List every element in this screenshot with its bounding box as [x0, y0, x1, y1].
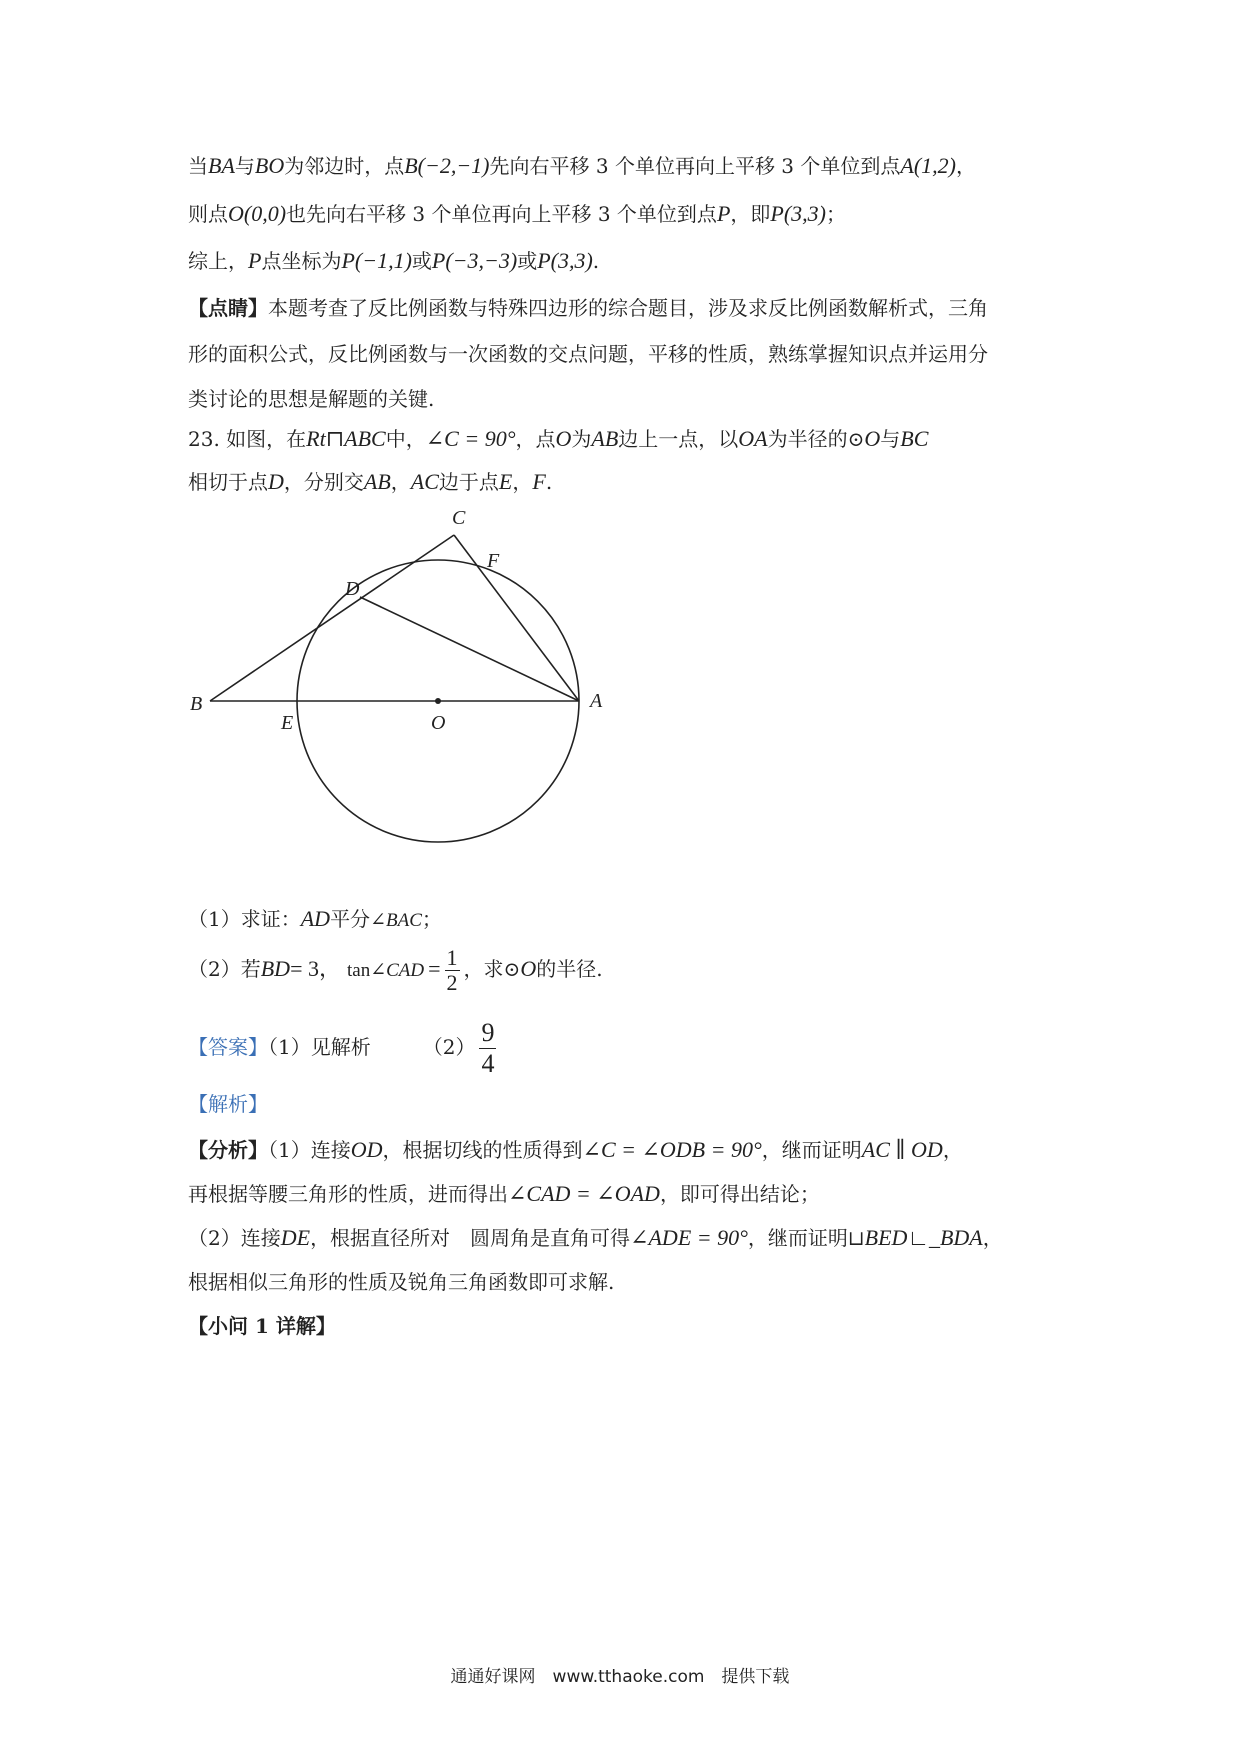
math: = 3， [290, 956, 341, 981]
math: D [268, 469, 284, 494]
text: 为 [571, 427, 592, 451]
math: OD [350, 1137, 383, 1162]
answer-line [188, 1013, 500, 1081]
math: P(3,3) [537, 248, 593, 273]
math: Rt [306, 426, 326, 451]
geometry-figure [180, 500, 620, 860]
analysis-tag: 【分析】 [188, 1138, 268, 1162]
denominator: 4 [481, 1049, 495, 1078]
text: 或 [411, 249, 432, 273]
analysis-line-1 [188, 1136, 963, 1164]
text: 当 [188, 154, 208, 178]
text: ，点 [515, 427, 556, 451]
math: P [716, 201, 731, 226]
label-b: B [190, 693, 203, 715]
math: DE [280, 1225, 311, 1250]
analysis-line-3 [188, 1224, 1003, 1252]
math: O [555, 426, 572, 451]
math: AD [300, 906, 331, 931]
math: OA [738, 426, 768, 451]
answer-tag: 【答案】 [188, 1035, 268, 1059]
text: 则点 [188, 202, 228, 226]
label-o: O [431, 712, 446, 734]
text: 类讨论的思想是解题的关键. [188, 387, 435, 411]
text: 【解析】 [188, 1092, 268, 1116]
text: 综上， [188, 249, 248, 273]
text: （1）见解析 [268, 1035, 371, 1059]
math: AB [363, 469, 391, 494]
segment-bc [210, 535, 454, 701]
math: tan∠ [346, 960, 387, 981]
text: ， [942, 1138, 963, 1162]
text: 再根据等腰三角形的性质，进而得出 [188, 1182, 508, 1206]
text: ，根据切线的性质得到 [382, 1138, 583, 1162]
text: 为半径的⊙ [767, 427, 865, 451]
math: ∠C = ∠ODB = 90° [582, 1137, 762, 1162]
text: ， [982, 1226, 1003, 1250]
text: 边上一点，以 [618, 427, 739, 451]
text: . [545, 470, 553, 494]
text: ，即可得出结论； [659, 1182, 820, 1206]
label-a: A [590, 690, 603, 712]
analysis-line-4 [188, 1268, 614, 1296]
math: ∠CAD = ∠OAD [508, 1181, 660, 1206]
math: AC ∥ OD [861, 1137, 943, 1162]
segment-da [360, 597, 579, 701]
segment-ca [454, 535, 579, 701]
label-f: F [487, 550, 500, 572]
dianjing-line-3 [188, 385, 434, 413]
math: F [532, 469, 546, 494]
text: （2） [422, 1035, 476, 1059]
math: P(−3,−3) [431, 248, 518, 273]
denominator: 2 [446, 970, 458, 995]
text: 与 [880, 427, 901, 451]
math: O [864, 426, 881, 451]
math: ∠C = 90° [425, 426, 516, 451]
text: 为邻边时，点 [284, 154, 405, 178]
triangle-symbol: ⊓ [325, 426, 345, 451]
text: 也先向右平移 3 个单位再向上平移 3 个单位到点 [286, 202, 717, 226]
text: 中， [385, 427, 426, 451]
text: ，继而证明⊔ [747, 1226, 865, 1250]
text: 相切于点 [188, 470, 268, 494]
math: P(−1,1) [341, 248, 412, 273]
math: BDA [939, 1225, 983, 1250]
math: AC [410, 469, 439, 494]
math: A(1,2) [900, 153, 956, 178]
center-point-o [435, 698, 441, 704]
math: BO [254, 153, 285, 178]
math: BD [260, 956, 291, 981]
text: 的半径. [536, 957, 603, 981]
text-line-3 [188, 247, 599, 275]
label-e: E [281, 712, 294, 734]
question-23-line-1 [188, 425, 928, 453]
math: = [428, 956, 441, 981]
text: . [592, 249, 600, 273]
text: 形的面积公式，反比例函数与一次函数的交点问题，平移的性质，熟练掌握知识点并运用分 [188, 342, 988, 366]
text: ，即 [730, 202, 771, 226]
similar-symbol: _ [928, 1225, 940, 1250]
similar-symbol: ∟ [907, 1225, 929, 1250]
math: ∠ADE = 90° [630, 1225, 748, 1250]
text: （1）求证： [188, 907, 301, 931]
text: ； [825, 202, 846, 226]
text-line-1 [188, 152, 976, 180]
math: BA [208, 153, 235, 178]
math: P(3,3) [770, 201, 826, 226]
math: O(0,0) [228, 201, 287, 226]
text: 23. 如图，在 [188, 427, 307, 451]
math: BC [900, 426, 929, 451]
analysis-line-2 [188, 1180, 820, 1208]
math: ABC [344, 426, 386, 451]
text-line-2 [188, 200, 846, 228]
dianjing-line-1 [188, 294, 988, 322]
math: CAD [386, 960, 425, 981]
sub1-heading [188, 1312, 336, 1340]
fraction-nine-fourths [479, 1018, 496, 1079]
text: （2）连接 [188, 1226, 281, 1250]
footer: 通通好课网 www.tthaoke.com 提供下载 [450, 1667, 790, 1687]
fraction-one-half [445, 946, 460, 995]
text: ， [956, 154, 976, 178]
text: 平分 [330, 907, 371, 931]
text: （1）连接 [268, 1138, 351, 1162]
text: ，根据直径所对 圆周角是直角可得 [310, 1226, 631, 1250]
math: E [498, 469, 513, 494]
text: 【小问 1 详解】 [188, 1314, 336, 1338]
text: ， [512, 470, 533, 494]
text: （2）若 [188, 957, 261, 981]
math: ∠BAC [370, 910, 422, 931]
label-c: C [452, 507, 466, 529]
jiexi-heading [188, 1090, 268, 1118]
question-23-line-2 [188, 468, 552, 496]
text: ； [421, 907, 442, 931]
math: B(−2,−1) [404, 153, 490, 178]
text: 点坐标为 [261, 249, 342, 273]
text: ，分别交 [283, 470, 364, 494]
math: O [520, 956, 537, 981]
math: AB [591, 426, 619, 451]
math: P [248, 248, 262, 273]
subquestion-1 [188, 905, 442, 935]
math: BED [864, 1225, 908, 1250]
dianjing-tag: 【点睛】 [188, 296, 268, 320]
subquestion-2 [188, 940, 603, 998]
text: 先向右平移 3 个单位再向上平移 3 个单位到点 [489, 154, 901, 178]
dianjing-line-2 [188, 340, 988, 368]
label-d: D [345, 578, 360, 600]
text: 本题考查了反比例函数与特殊四边形的综合题目，涉及求反比例函数解析式，三角 [268, 296, 988, 320]
text: 边于点 [438, 470, 499, 494]
numerator: 1 [446, 945, 458, 970]
text: ， [390, 470, 411, 494]
text: ，继而证明 [761, 1138, 862, 1162]
text: ，求⊙ [463, 957, 521, 981]
text: 与 [234, 154, 255, 178]
text: 或 [517, 249, 538, 273]
numerator: 9 [481, 1018, 495, 1047]
text: 根据相似三角形的性质及锐角三角函数即可求解. [188, 1270, 615, 1294]
